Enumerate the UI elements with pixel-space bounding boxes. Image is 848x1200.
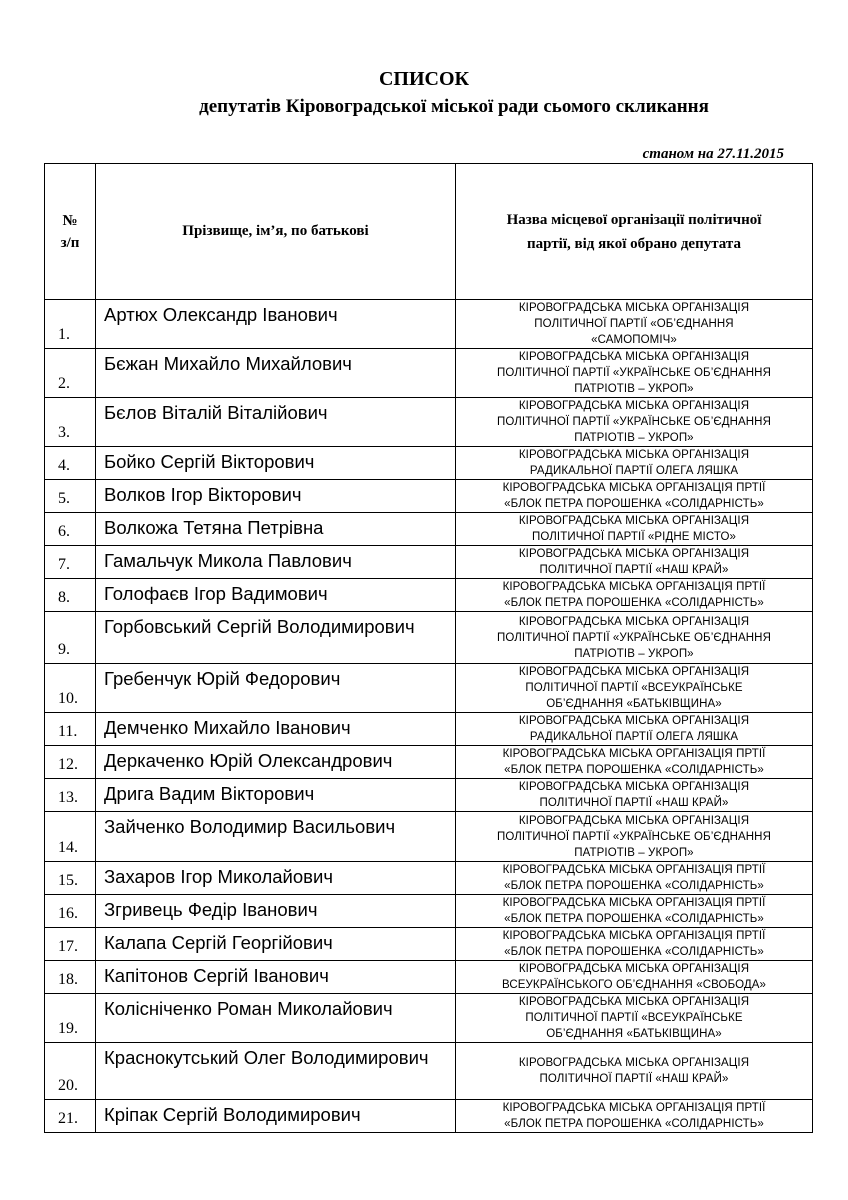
party-organization	[456, 349, 813, 398]
deputy-name: Гамальчук Микола Павлович	[96, 546, 456, 579]
header-party-line1: Назва місцевої організації політичної	[506, 211, 762, 228]
table-row	[45, 1100, 813, 1133]
party-organization	[456, 961, 813, 994]
party-line: ПОЛІТИЧНОЇ ПАРТІЇ «НАШ КРАЙ»	[539, 564, 729, 576]
header-number-line1: №	[62, 212, 78, 229]
row-number: 9.	[45, 612, 96, 664]
party-line: ПАТРІОТІВ – УКРОП»	[574, 647, 694, 660]
deputy-name: Капітонов Сергій Іванович	[96, 961, 456, 994]
party-line: «САМОПОМІЧ»	[591, 334, 677, 346]
deputy-name: Демченко Михайло Іванович	[96, 713, 456, 746]
party-organization	[456, 612, 813, 664]
deputy-name: Деркаченко Юрій Олександрович	[96, 746, 456, 779]
party-line: КІРОВОГРАДСЬКА МІСЬКА ОРГАНІЗАЦІЯ ПРТІЇ	[502, 930, 766, 942]
party-line: ПОЛІТИЧНОЇ ПАРТІЇ «УКРАЇНСЬКЕ ОБ’ЄДНАННЯ	[497, 631, 771, 644]
party-line: КІРОВОГРАДСЬКА МІСЬКА ОРГАНІЗАЦІЯ	[518, 449, 750, 461]
party-organization	[456, 398, 813, 447]
deputies-table	[44, 163, 813, 1133]
party-organization	[456, 579, 813, 612]
party-line: ПОЛІТИЧНОЇ ПАРТІЇ «УКРАЇНСЬКЕ ОБ’ЄДНАННЯ	[497, 416, 771, 428]
table-row	[45, 895, 813, 928]
party-line: КІРОВОГРАДСЬКА МІСЬКА ОРГАНІЗАЦІЯ	[518, 400, 750, 412]
party-line: КІРОВОГРАДСЬКА МІСЬКА ОРГАНІЗАЦІЯ	[518, 666, 750, 678]
deputy-name: Голофаєв Ігор Вадимович	[96, 579, 456, 612]
deputy-name: Бєлов Віталій Віталійович	[96, 398, 456, 447]
party-organization	[456, 1100, 813, 1133]
header-number-line2: з/п	[60, 234, 80, 251]
party-organization	[456, 994, 813, 1043]
table-row	[45, 746, 813, 779]
row-number: 14.	[45, 812, 96, 862]
row-number: 5.	[45, 480, 96, 513]
row-number: 21.	[45, 1100, 96, 1133]
party-line: ОБ’ЄДНАННЯ «БАТЬКІВЩИНА»	[546, 698, 722, 710]
table-row	[45, 862, 813, 895]
row-number: 18.	[45, 961, 96, 994]
party-line: КІРОВОГРАДСЬКА МІСЬКА ОРГАНІЗАЦІЯ	[518, 1057, 750, 1069]
party-line: ПОЛІТИЧНОЇ ПАРТІЇ «ВСЕУКРАЇНСЬКЕ	[525, 682, 743, 694]
party-line: КІРОВОГРАДСЬКА МІСЬКА ОРГАНІЗАЦІЯ	[518, 814, 750, 827]
party-line: КІРОВОГРАДСЬКА МІСЬКА ОРГАНІЗАЦІЯ ПРТІЇ	[502, 748, 766, 760]
row-number: 3.	[45, 398, 96, 447]
table-row	[45, 994, 813, 1043]
deputy-name: Бєжан Михайло Михайлович	[96, 349, 456, 398]
row-number: 20.	[45, 1043, 96, 1100]
party-line: КІРОВОГРАДСЬКА МІСЬКА ОРГАНІЗАЦІЯ	[518, 963, 750, 975]
party-organization	[456, 513, 813, 546]
row-number: 17.	[45, 928, 96, 961]
deputy-name: Волков Ігор Вікторович	[96, 480, 456, 513]
party-organization	[456, 746, 813, 779]
party-line: «БЛОК ПЕТРА ПОРОШЕНКА «СОЛІДАРНІСТЬ»	[504, 880, 764, 892]
party-organization	[456, 300, 813, 349]
deputy-name: Кріпак Сергій Володимирович	[96, 1100, 456, 1133]
party-line: РАДИКАЛЬНОЇ ПАРТІЇ ОЛЕГА ЛЯШКА	[529, 465, 739, 477]
party-line: КІРОВОГРАДСЬКА МІСЬКА ОРГАНІЗАЦІЯ ПРТІЇ	[502, 581, 766, 593]
header-party	[456, 164, 813, 300]
party-line: ПАТРІОТІВ – УКРОП»	[574, 846, 694, 859]
party-line: РАДИКАЛЬНОЇ ПАРТІЇ ОЛЕГА ЛЯШКА	[529, 731, 739, 743]
party-line: «БЛОК ПЕТРА ПОРОШЕНКА «СОЛІДАРНІСТЬ»	[504, 946, 764, 958]
header-number	[45, 164, 96, 300]
party-line: КІРОВОГРАДСЬКА МІСЬКА ОРГАНІЗАЦІЯ ПРТІЇ	[502, 864, 766, 876]
deputy-name: Горбовський Сергій Володимирович	[96, 612, 456, 664]
party-line: КІРОВОГРАДСЬКА МІСЬКА ОРГАНІЗАЦІЯ	[518, 515, 750, 527]
party-organization	[456, 546, 813, 579]
table-row	[45, 447, 813, 480]
table-row	[45, 579, 813, 612]
table-row	[45, 513, 813, 546]
party-line: КІРОВОГРАДСЬКА МІСЬКА ОРГАНІЗАЦІЯ ПРТІЇ	[502, 482, 766, 494]
deputy-name: Зайченко Володимир Васильович	[96, 812, 456, 862]
row-number: 11.	[45, 713, 96, 746]
document-subtitle: депутатів Кіровоградської міської ради сьомого скликання	[199, 96, 709, 117]
party-line: ПАТРІОТІВ – УКРОП»	[574, 432, 694, 444]
party-organization	[456, 664, 813, 713]
table-row	[45, 812, 813, 862]
party-line: КІРОВОГРАДСЬКА МІСЬКА ОРГАНІЗАЦІЯ	[518, 615, 750, 628]
table-row	[45, 398, 813, 447]
table-row	[45, 612, 813, 664]
party-line: «БЛОК ПЕТРА ПОРОШЕНКА «СОЛІДАРНІСТЬ»	[504, 498, 764, 510]
table-header-row	[45, 164, 813, 300]
table-row	[45, 349, 813, 398]
party-line: КІРОВОГРАДСЬКА МІСЬКА ОРГАНІЗАЦІЯ	[518, 715, 750, 727]
row-number: 16.	[45, 895, 96, 928]
document-date: станом на 27.11.2015	[642, 146, 784, 162]
party-line: ПОЛІТИЧНОЇ ПАРТІЇ «УКРАЇНСЬКЕ ОБ’ЄДНАННЯ	[497, 367, 771, 379]
table-row	[45, 961, 813, 994]
party-line: ПАТРІОТІВ – УКРОП»	[574, 383, 694, 395]
row-number: 2.	[45, 349, 96, 398]
party-line: ОБ’ЄДНАННЯ «БАТЬКІВЩИНА»	[546, 1028, 722, 1040]
row-number: 1.	[45, 300, 96, 349]
party-organization	[456, 779, 813, 812]
row-number: 4.	[45, 447, 96, 480]
party-line: «БЛОК ПЕТРА ПОРОШЕНКА «СОЛІДАРНІСТЬ»	[504, 1118, 764, 1130]
party-line: КІРОВОГРАДСЬКА МІСЬКА ОРГАНІЗАЦІЯ ПРТІЇ	[502, 897, 766, 909]
party-organization	[456, 862, 813, 895]
party-line: ПОЛІТИЧНОЇ ПАРТІЇ «УКРАЇНСЬКЕ ОБ’ЄДНАННЯ	[497, 830, 771, 843]
deputy-name: Захаров Ігор Миколайович	[96, 862, 456, 895]
party-line: КІРОВОГРАДСЬКА МІСЬКА ОРГАНІЗАЦІЯ ПРТІЇ	[502, 1102, 766, 1114]
party-line: «БЛОК ПЕТРА ПОРОШЕНКА «СОЛІДАРНІСТЬ»	[504, 764, 764, 776]
deputy-name: Колісніченко Роман Миколайович	[96, 994, 456, 1043]
table-row	[45, 300, 813, 349]
deputy-name: Бойко Сергій Вікторович	[96, 447, 456, 480]
party-line: ВСЕУКРАЇНСЬКОГО ОБ’ЄДНАННЯ «СВОБОДА»	[501, 979, 767, 991]
document-title: СПИСОК	[378, 68, 470, 90]
party-line: КІРОВОГРАДСЬКА МІСЬКА ОРГАНІЗАЦІЯ	[518, 302, 750, 314]
party-organization	[456, 480, 813, 513]
party-line: КІРОВОГРАДСЬКА МІСЬКА ОРГАНІЗАЦІЯ	[518, 781, 750, 793]
row-number: 19.	[45, 994, 96, 1043]
deputy-name: Краснокутський Олег Володимирович	[96, 1043, 456, 1100]
table-row	[45, 713, 813, 746]
party-organization	[456, 447, 813, 480]
deputy-name: Калапа Сергій Георгійович	[96, 928, 456, 961]
header-party-line2: партії, від якої обрано депутата	[527, 235, 741, 252]
table-row	[45, 779, 813, 812]
party-line: «БЛОК ПЕТРА ПОРОШЕНКА «СОЛІДАРНІСТЬ»	[504, 597, 764, 609]
deputy-name: Згривець Федір Іванович	[96, 895, 456, 928]
deputy-name: Дрига Вадим Вікторович	[96, 779, 456, 812]
row-number: 8.	[45, 579, 96, 612]
row-number: 10.	[45, 664, 96, 713]
row-number: 7.	[45, 546, 96, 579]
row-number: 6.	[45, 513, 96, 546]
table-row	[45, 664, 813, 713]
row-number: 13.	[45, 779, 96, 812]
party-organization	[456, 895, 813, 928]
table-row	[45, 928, 813, 961]
deputy-name: Волкожа Тетяна Петрівна	[96, 513, 456, 546]
deputy-name: Гребенчук Юрій Федорович	[96, 664, 456, 713]
header-name: Прізвище, ім’я, по батькові	[96, 164, 456, 300]
party-organization	[456, 713, 813, 746]
party-line: ПОЛІТИЧНОЇ ПАРТІЇ «ВСЕУКРАЇНСЬКЕ	[525, 1012, 743, 1024]
party-line: ПОЛІТИЧНОЇ ПАРТІЇ «НАШ КРАЙ»	[539, 797, 729, 809]
row-number: 12.	[45, 746, 96, 779]
party-line: ПОЛІТИЧНОЇ ПАРТІЇ «РІДНЕ МІСТО»	[532, 531, 736, 543]
deputy-name: Артюх Олександр Іванович	[96, 300, 456, 349]
party-line: КІРОВОГРАДСЬКА МІСЬКА ОРГАНІЗАЦІЯ	[518, 548, 750, 560]
table-row	[45, 480, 813, 513]
row-number: 15.	[45, 862, 96, 895]
party-line: КІРОВОГРАДСЬКА МІСЬКА ОРГАНІЗАЦІЯ	[518, 996, 750, 1008]
party-line: ПОЛІТИЧНОЇ ПАРТІЇ «НАШ КРАЙ»	[539, 1073, 729, 1085]
table-row	[45, 546, 813, 579]
party-line: «БЛОК ПЕТРА ПОРОШЕНКА «СОЛІДАРНІСТЬ»	[504, 913, 764, 925]
party-organization	[456, 928, 813, 961]
party-organization	[456, 1043, 813, 1100]
table-row	[45, 1043, 813, 1100]
party-line: ПОЛІТИЧНОЇ ПАРТІЇ «ОБ’ЄДНАННЯ	[534, 318, 734, 330]
party-organization	[456, 812, 813, 862]
party-line: КІРОВОГРАДСЬКА МІСЬКА ОРГАНІЗАЦІЯ	[518, 351, 750, 363]
